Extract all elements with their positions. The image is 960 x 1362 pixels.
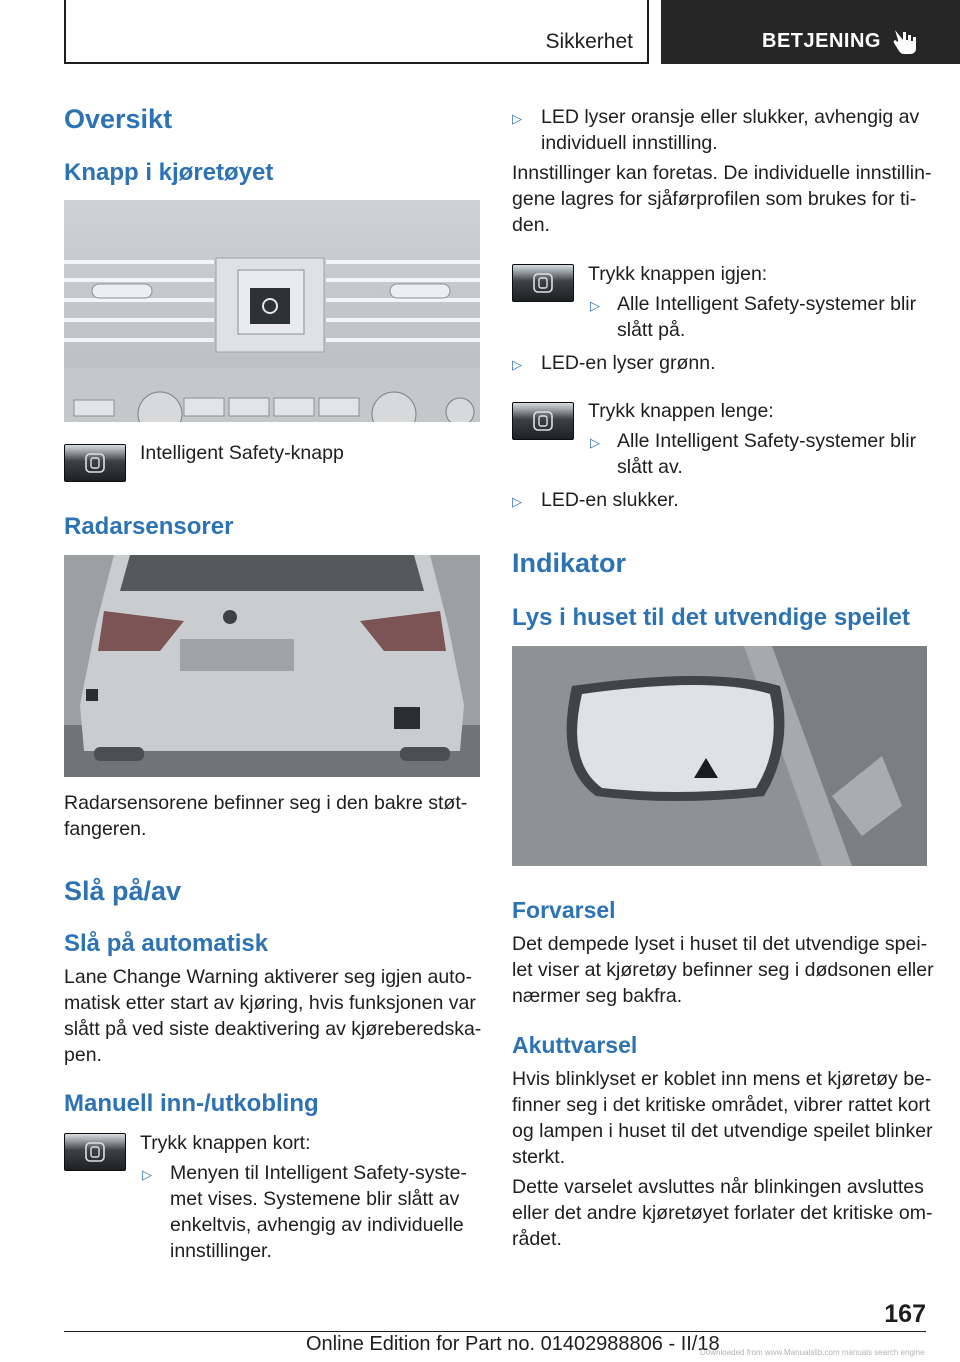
bullet-led-green: LED-en lyser grønn. bbox=[541, 352, 716, 374]
bullet-triangle-icon: ▷ bbox=[512, 111, 522, 126]
title-oversikt: Oversikt bbox=[64, 104, 173, 134]
rear-car-photo bbox=[64, 555, 480, 777]
footer-divider bbox=[64, 1331, 926, 1332]
bullet-led-off: LED-en slukker. bbox=[541, 489, 679, 511]
subtitle-sla-pa-automatisk: Slå på automatisk bbox=[64, 930, 269, 957]
auto-text: Lane Change Warning aktiverer seg igjen auto- matisk etter start av kjøring, hvis funksjonen var slått på ved siste deaktivering av kjøreberedska- pen. bbox=[64, 966, 482, 1066]
safety-button-image bbox=[512, 264, 574, 302]
bullet-triangle-icon: ▷ bbox=[142, 1167, 152, 1182]
subtitle-akuttvarsel: Akuttvarsel bbox=[512, 1032, 638, 1058]
console-photo bbox=[64, 200, 480, 422]
bullet-triangle-icon: ▷ bbox=[512, 494, 522, 509]
subtitle-radarsensorer: Radarsensorer bbox=[64, 513, 234, 540]
car-safety-icon bbox=[532, 410, 554, 432]
safety-button-image bbox=[64, 444, 126, 482]
car-safety-icon bbox=[532, 272, 554, 294]
bullet-led-orange: LED lyser oransje eller slukker, avhengig av individuell innstilling. bbox=[541, 106, 920, 154]
car-safety-icon bbox=[84, 452, 106, 474]
bullet-triangle-icon: ▷ bbox=[590, 435, 600, 450]
header-section-label: Sikkerhet bbox=[545, 30, 633, 53]
safety-button-image bbox=[512, 402, 574, 440]
radar-text: Radarsensorene befinner seg i den bakre støt- fangeren. bbox=[64, 792, 468, 840]
bullet-triangle-icon: ▷ bbox=[590, 298, 600, 313]
bullet-menu-text: Menyen til Intelligent Safety-syste- met vises. Systemene blir slått av enkeltvis, avhengig av individuelle innstillinger. bbox=[170, 1162, 467, 1262]
press-again-text: Trykk knappen igjen: bbox=[588, 263, 768, 285]
subtitle-mirror-light: Lys i huset til det utvendige speilet bbox=[512, 604, 910, 631]
page-number: 167 bbox=[884, 1300, 926, 1328]
safety-button-image bbox=[64, 1133, 126, 1171]
header-section-tab bbox=[64, 0, 649, 64]
bullet-all-off: Alle Intelligent Safety-systemer blir slått av. bbox=[617, 430, 917, 478]
bullet-triangle-icon: ▷ bbox=[512, 357, 522, 372]
end-text: Dette varselet avsluttes når blinkingen avsluttes eller det andre kjøretøyet forlater det kritiske om- rådet. bbox=[512, 1176, 933, 1250]
heading-sla-pa-av: Slå på/av bbox=[64, 876, 182, 906]
akutt-text: Hvis blinklyset er koblet inn mens et kjøretøy be- finner seg i det kritiske området, vibrer rattet kort og lampen i huset til det utvendige speilet blinker sterkt. bbox=[512, 1068, 933, 1168]
footer-watermark: Downloaded from www.Manualslib.com manuals search engine bbox=[700, 1348, 925, 1357]
subtitle-manuell: Manuell inn-/utkobling bbox=[64, 1090, 319, 1117]
button-caption: Intelligent Safety-knapp bbox=[140, 442, 344, 464]
header-chapter-label: BETJENING bbox=[762, 30, 881, 52]
subtitle-forvarsel: Forvarsel bbox=[512, 897, 616, 923]
press-long-text: Trykk knappen lenge: bbox=[588, 400, 774, 422]
side-mirror-photo bbox=[512, 646, 927, 866]
subtitle-knapp: Knapp i kjøretøyet bbox=[64, 159, 274, 186]
bullet-all-on: Alle Intelligent Safety-systemer blir slått på. bbox=[617, 293, 917, 341]
footer-edition: Online Edition for Part no. 01402988806 - II/18 bbox=[306, 1333, 720, 1355]
forvarsel-text: Det dempede lyset i huset til det utvendige spei- let viser at kjøretøy befinner seg i dødsonen eller nærmer seg bakfra. bbox=[512, 933, 934, 1007]
car-safety-icon bbox=[84, 1141, 106, 1163]
hand-pointer-icon bbox=[892, 26, 918, 56]
settings-text: Innstillinger kan foretas. De individuelle innstillin- gene lagres for sjåførprofilen som brukes for ti- den. bbox=[512, 162, 932, 236]
press-short-text: Trykk knappen kort: bbox=[140, 1132, 311, 1154]
heading-indikator: Indikator bbox=[512, 548, 627, 578]
